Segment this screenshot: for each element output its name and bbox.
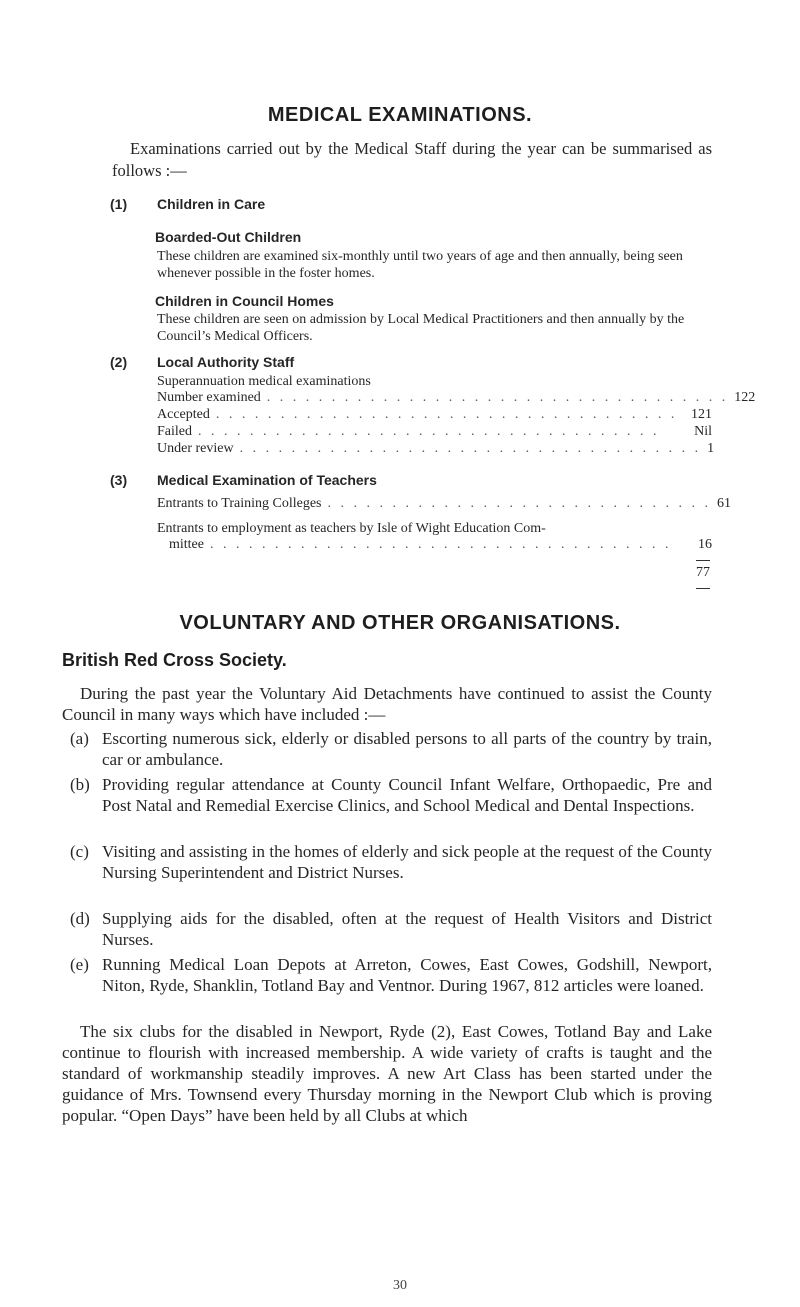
list-item [70, 954, 712, 996]
list-marker: (b) [70, 775, 90, 794]
list-marker: (c) [70, 842, 89, 861]
leader-dots: . . . . . . . . . . . . . . . . . . . . . . . . . . . . . . . . . . . . [210, 537, 672, 552]
row-value: Nil [694, 424, 712, 439]
list-text: Visiting and assisting in the homes of elderly and sick people at the request of the County Nursing Superintendent and District Nurses. [102, 842, 712, 882]
row-label: Under review [157, 441, 234, 456]
leader-dots: . . . . . . . . . . . . . . . . . . . . . . . . . . . . . . . . . . . . [266, 390, 729, 405]
list-item [70, 908, 712, 950]
table-row [157, 496, 731, 514]
row-label: Number examined [157, 390, 261, 405]
row-value: 122 [734, 390, 756, 405]
leader-dots: . . . . . . . . . . . . . . . . . . . . . . . . . . . . . . . . . . . . [239, 441, 702, 456]
row-value: 1 [707, 441, 715, 456]
body-paragraph: During the past year the Voluntary Aid Detachments have continued to assist the County Council in many ways which have included :— [62, 684, 712, 724]
table-row [157, 390, 756, 408]
total-rule [696, 560, 710, 561]
list-text: Providing regular attendance at County Council Infant Welfare, Orthopaedic, Pre and Post Natal and Remedial Exercise Clinics, and School Medical and Dental Inspections. [102, 775, 712, 815]
section-3-number: (3) [110, 472, 128, 488]
leader-dots: . . . . . . . . . . . . . . . . . . . . . . . . . . . . . . [327, 496, 711, 511]
total-underline [696, 588, 710, 589]
table-row [157, 537, 712, 555]
body-paragraph: The six clubs for the disabled in Newport, Ryde (2), East Cowes, Totland Bay and Lake continue to flourish with increased membership. A wide variety of crafts is taught and the standard of workmanship steadily improves. A new Art Class has been started under the guidance of Mrs. Townsend every Thursday morning in the Newport Club which is proving popular. “Open Days” have been held by all Clubs at which [62, 1022, 712, 1125]
leader-dots: . . . . . . . . . . . . . . . . . . . . . . . . . . . . . . . . . . . . [215, 407, 678, 422]
list-marker: (e) [70, 955, 89, 974]
section-1-title: Children in Care [157, 196, 266, 212]
section-2-number: (2) [110, 354, 128, 370]
council-homes-title: Children in Council Homes [155, 293, 334, 309]
list-item [70, 841, 712, 883]
list-item [70, 728, 712, 770]
row-value: 16 [698, 537, 712, 552]
list-text: Supplying aids for the disabled, often at the request of Health Visitors and District Nurses. [102, 909, 712, 949]
row-label: Entrants to Training Colleges [157, 496, 322, 511]
society-title: British Red Cross Society. [62, 650, 287, 670]
row-value: 61 [717, 496, 731, 511]
row-label: Accepted [157, 407, 210, 422]
page-number: 30 [393, 1278, 407, 1293]
page-title: MEDICAL EXAMINATIONS. [267, 104, 533, 126]
section-3-title: Medical Examination of Teachers [157, 472, 377, 488]
section-2-title: Local Authority Staff [157, 354, 295, 370]
section-heading: VOLUNTARY AND OTHER ORGANISATIONS. [179, 612, 621, 634]
superannuation-subtitle: Superannuation medical examinations [157, 374, 371, 389]
list-text: Escorting numerous sick, elderly or disabled persons to all parts of the country by train, car or ambulance. [102, 729, 712, 769]
row-label-line1: Entrants to employment as teachers by Isle of Wight Education Com- [157, 521, 546, 536]
intro-paragraph: Examinations carried out by the Medical Staff during the year can be summarised as follows :— [112, 139, 712, 180]
section-1-number: (1) [110, 196, 128, 212]
table-row [157, 407, 712, 425]
table-row [157, 424, 712, 442]
boarded-out-title: Boarded-Out Children [155, 229, 302, 245]
total-value: 77 [696, 565, 710, 580]
row-label: mittee [169, 537, 204, 552]
table-row [157, 441, 715, 459]
leader-dots: . . . . . . . . . . . . . . . . . . . . . . . . . . . . . . . . . . . . [198, 424, 660, 439]
row-label: Failed [157, 424, 192, 439]
list-marker: (d) [70, 909, 90, 928]
list-item [70, 774, 712, 816]
row-value: 121 [691, 407, 712, 422]
council-homes-text: These children are seen on admission by Local Medical Practitioners and then annually by the Council’s Medical Officers. [157, 312, 685, 344]
list-marker: (a) [70, 729, 89, 748]
list-text: Running Medical Loan Depots at Arreton, Cowes, East Cowes, Godshill, Newport, Niton, Ryde, Shanklin, Totland Bay and Ventnor. During 1967, 812 articles were loaned. [102, 955, 712, 995]
boarded-out-text: These children are examined six-monthly until two years of age and then annually, being seen whenever possible in the foster homes. [157, 249, 683, 281]
